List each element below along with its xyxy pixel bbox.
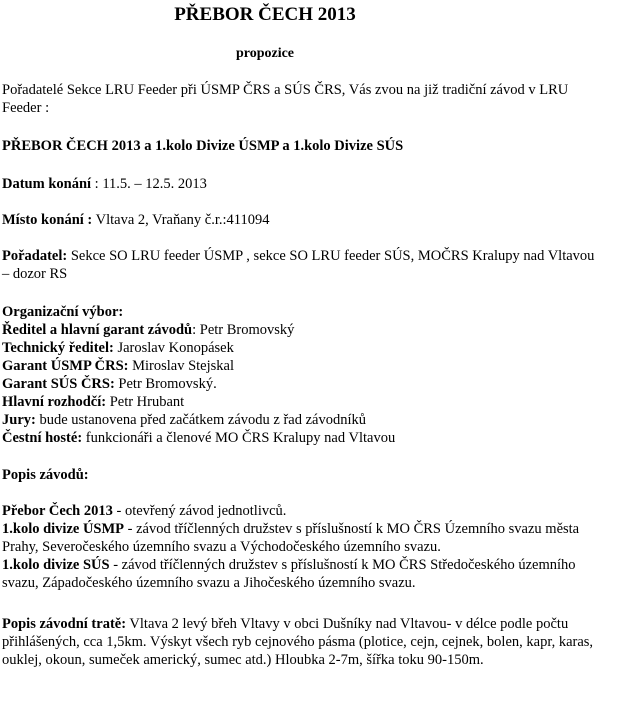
competition-heading: Popis závodů: [2, 467, 89, 483]
venue-label: Místo konání : [2, 212, 93, 228]
committee-row-value: Jaroslav Konopásek [113, 340, 234, 356]
committee-row [2, 357, 602, 375]
committee-row-label: Garant SÚS ČRS: [2, 376, 115, 392]
committee-row-label: Garant ÚSMP ČRS: [2, 358, 129, 374]
venue-line [2, 211, 602, 229]
competition-item [2, 520, 594, 556]
committee-row-value: bude ustanovena před začátkem závodu z řad závodníků [35, 412, 366, 428]
committee-row [2, 429, 602, 447]
competition-item [2, 556, 594, 592]
committee-row-value: Petr Bromovský. [114, 376, 217, 392]
committee-row-value: Miroslav Stejskal [128, 358, 235, 374]
document-subtitle: propozice [235, 46, 295, 61]
committee-heading: Organizační výbor: [2, 304, 124, 320]
organizer-value: Sekce SO LRU feeder ÚSMP , sekce SO LRU feeder SÚS, MOČRS Kralupy nad Vltavou – dozor RS [2, 248, 595, 282]
event-title: PŘEBOR ČECH 2013 a 1.kolo Divize ÚSMP a 1.kolo Divize SÚS [2, 138, 404, 154]
committee-section [2, 303, 602, 447]
committee-row-value: funkcionáři a členové MO ČRS Kralupy nad Vltavou [82, 430, 396, 446]
committee-row-value: Petr Hrubant [106, 394, 185, 410]
venue-value: Vltava 2, Vraňany č.r.:411094 [92, 212, 270, 228]
competition-item-value: - otevřený závod jednotlivců. [112, 503, 287, 519]
competition-item-value: - závod tříčlenných družstev s příslušností k MO ČRS Středočeského územního svazu, Západočeského územního svazu a Jihočeského územního svazu. [2, 557, 576, 591]
competition-section [2, 502, 594, 592]
committee-row-label: Technický ředitel: [2, 340, 114, 356]
committee-row-label: Hlavní rozhodčí: [2, 394, 107, 410]
committee-row-label: Čestní hosté: [2, 430, 83, 446]
committee-row [2, 375, 602, 393]
committee-row [2, 321, 602, 339]
competition-item-label: 1.kolo divize ÚSMP [2, 521, 125, 537]
committee-row [2, 411, 602, 429]
document-title: PŘEBOR ČECH 2013 [174, 4, 356, 25]
competition-item-label: Přebor Čech 2013 [2, 503, 113, 519]
track-label: Popis závodní tratě: [2, 616, 127, 632]
intro-paragraph: Pořadatelé Sekce LRU Feeder při ÚSMP ČRS a SÚS ČRS, Vás zvou na již tradiční závod v LRU Feeder : [2, 82, 569, 116]
competition-item-value: - závod tříčlenných družstev s příslušností k MO ČRS Územního svazu města Prahy, Severočeského územního svazu a Východočeského územního svazu. [2, 521, 580, 555]
committee-row-label: Jury: [2, 412, 36, 428]
competition-item [2, 502, 594, 520]
date-label: Datum konání [2, 176, 92, 192]
committee-row [2, 393, 602, 411]
track-value: Vltava 2 levý břeh Vltavy v obci Dušníky nad Vltavou- v délce podle počtu přihlášených, cca 1,5km. Výskyt všech ryb cejnového pásma (plotice, cejn, cejnek, bolen, kapr, karas, ouklej, okoun, sumeček americký, sumec atd.) Hloubka 2-7m, šířka toku 90-150m. [2, 616, 594, 668]
track-paragraph [2, 615, 596, 669]
organizer-label: Pořadatel: [2, 248, 68, 264]
competition-item-label: 1.kolo divize SÚS [2, 557, 110, 573]
organizer-paragraph [2, 247, 602, 283]
committee-row-value: : Petr Bromovský [192, 322, 295, 338]
committee-row-label: Ředitel a hlavní garant závodů [2, 322, 193, 338]
date-line [2, 175, 602, 193]
date-value: : 11.5. – 12.5. 2013 [91, 176, 207, 192]
committee-row [2, 339, 602, 357]
